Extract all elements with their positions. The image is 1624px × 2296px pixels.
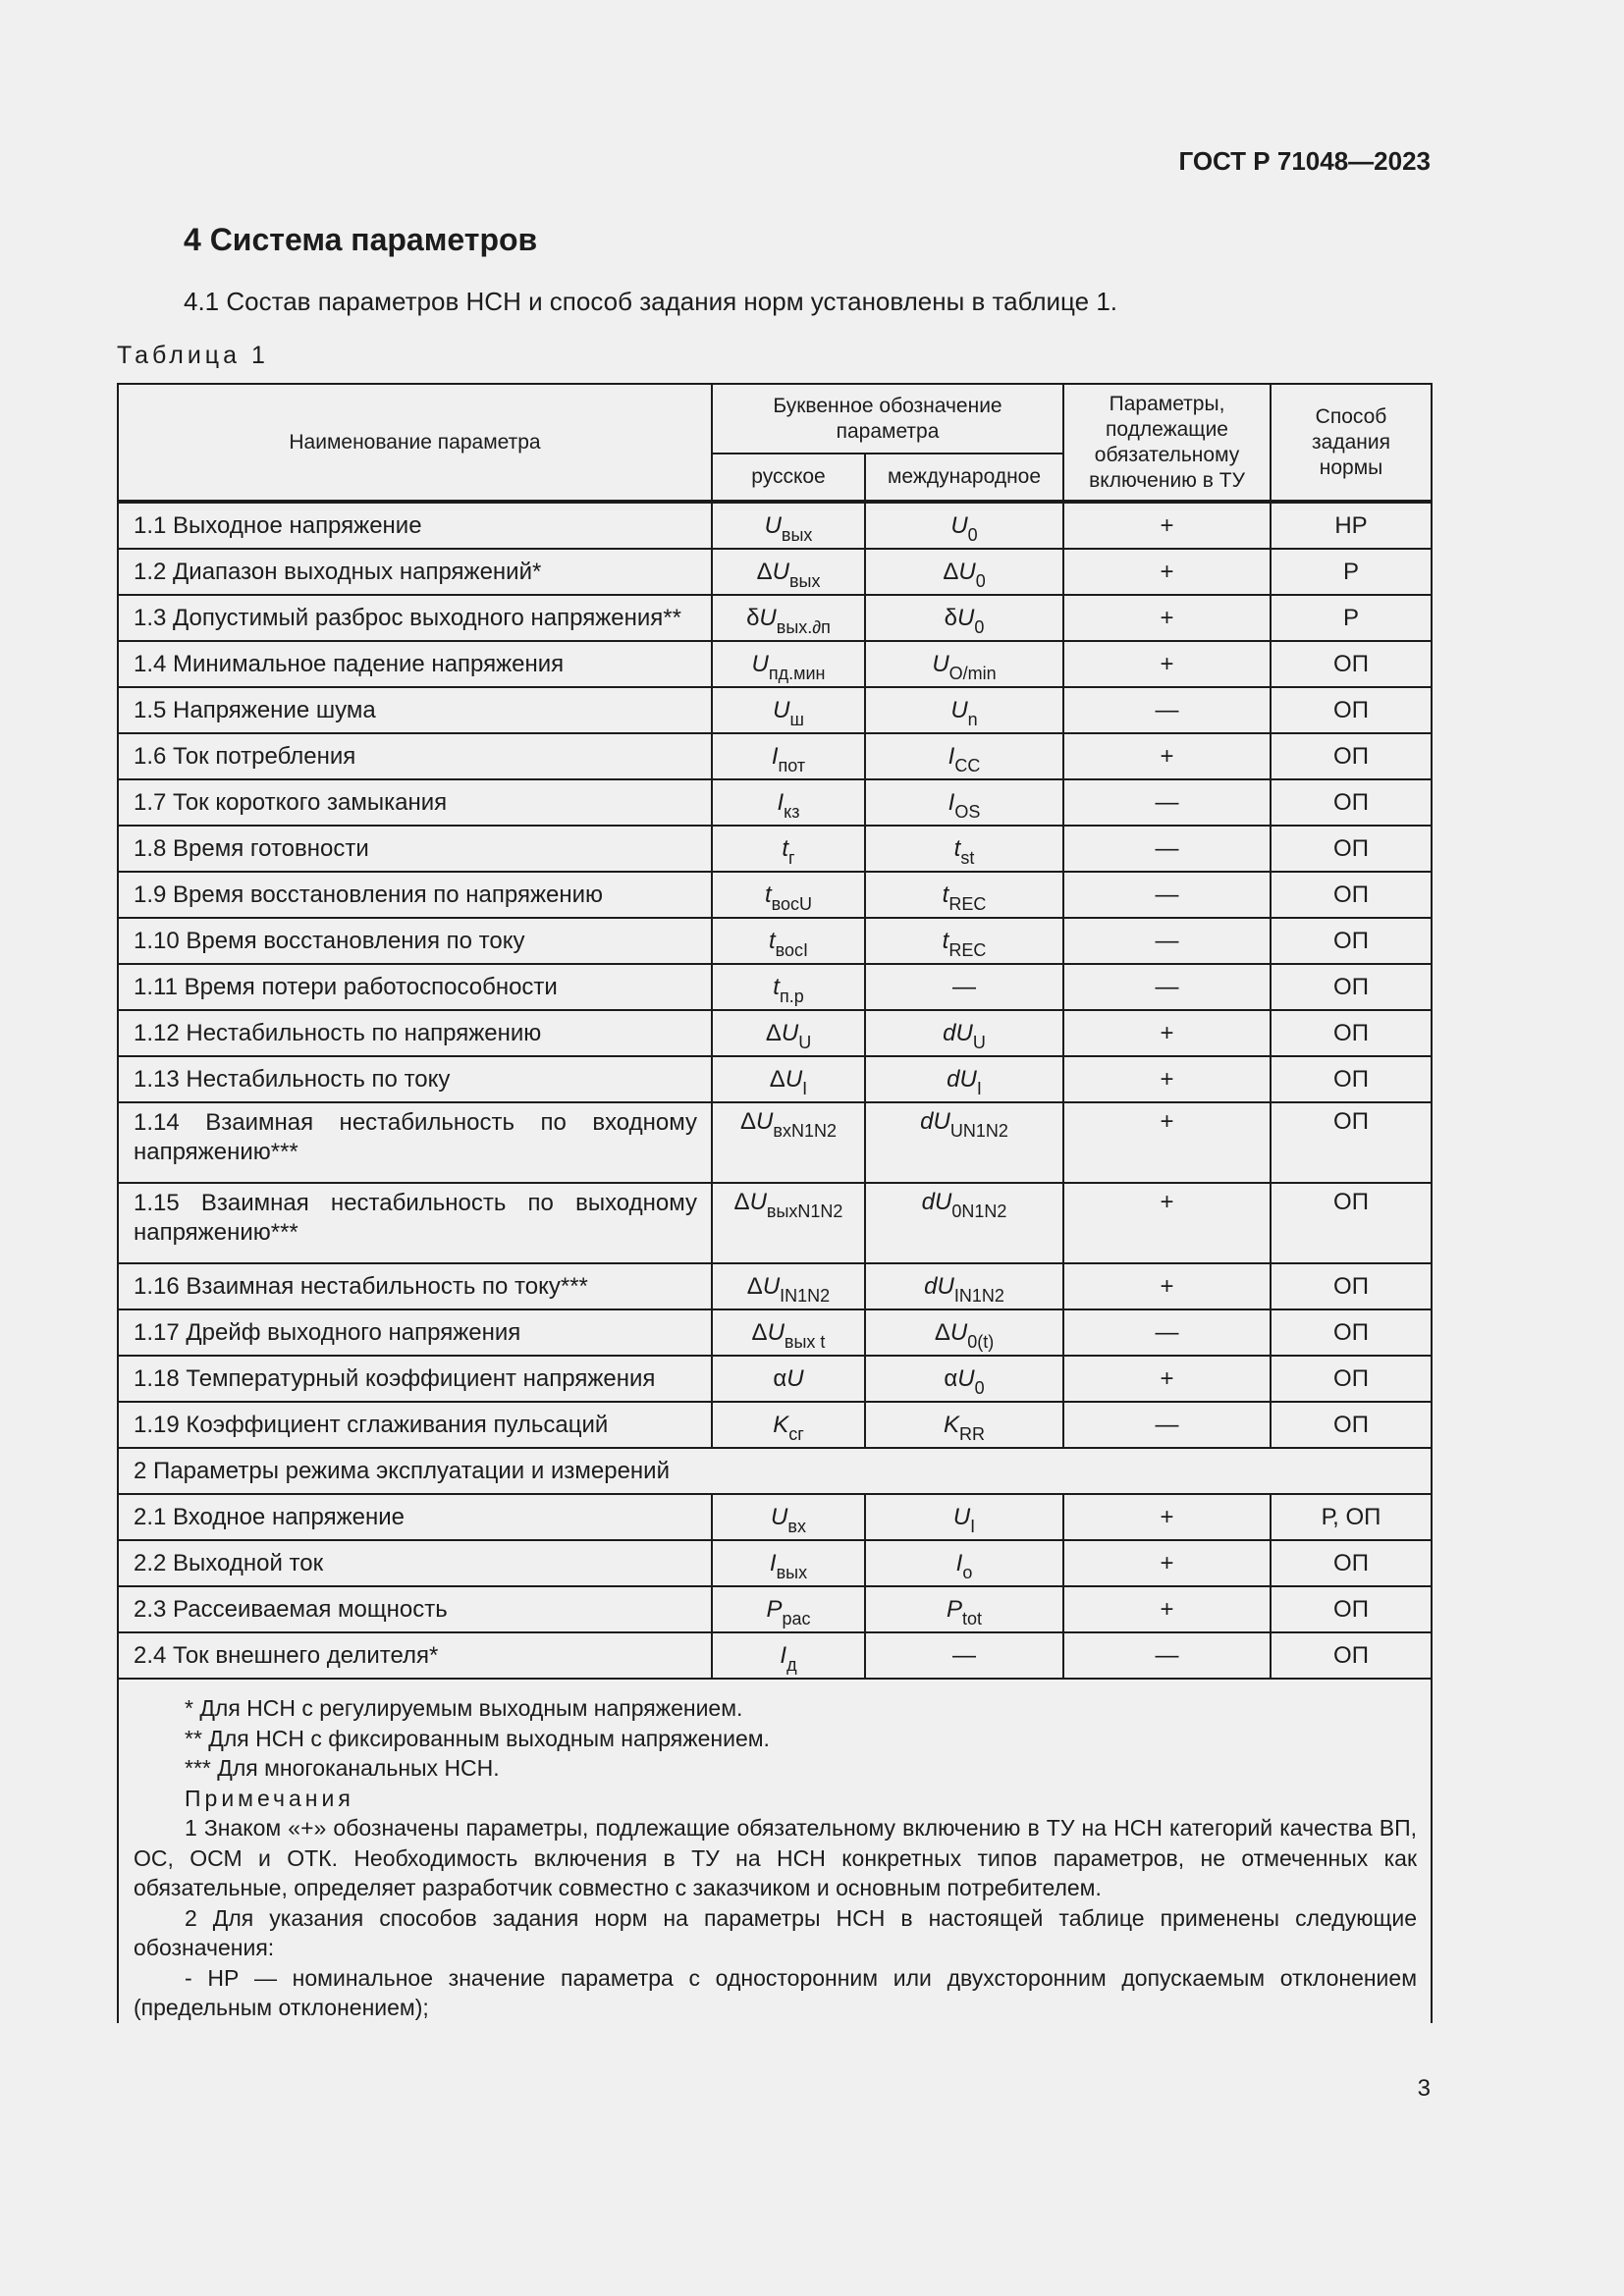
symbol-subscript: 0 (974, 616, 985, 637)
norm-method: НР (1271, 502, 1432, 549)
symbol-international (865, 1056, 1063, 1102)
symbol-subscript: UN1N2 (949, 1121, 1008, 1141)
symbol-subscript: U (798, 1032, 812, 1052)
header-international: международное (865, 454, 1063, 502)
table-row (118, 502, 1432, 549)
mandatory-mark: + (1063, 1540, 1271, 1586)
table-row (118, 595, 1432, 641)
symbol-prefix: α (773, 1364, 787, 1392)
section-paragraph: 4.1 Состав параметров НСН и способ задания норм установлены в таблице 1. (184, 287, 1118, 316)
symbol-subscript: o (962, 1562, 973, 1582)
symbol-main: U (957, 604, 975, 631)
param-name: 2.2 Выходной ток (118, 1540, 712, 1586)
symbol-russian (712, 1402, 865, 1448)
param-name: 1.7 Ток короткого замыкания (118, 779, 712, 826)
table-row (118, 1309, 1432, 1356)
param-name: 1.4 Минимальное падение напряжения (118, 641, 712, 687)
symbol-main: U (781, 1019, 799, 1046)
symbol-international (865, 1309, 1063, 1356)
table-row (118, 549, 1432, 595)
symbol-russian (712, 1102, 865, 1183)
param-name: 1.11 Время потери работоспособности (118, 964, 712, 1010)
symbol-russian (712, 1056, 865, 1102)
param-name: 1.16 Взаимная нестабильность по току*** (118, 1263, 712, 1309)
symbol-subscript: вх (787, 1516, 806, 1536)
param-name: 1.9 Время восстановления по напряжению (118, 872, 712, 918)
symbol-subscript: 0 (967, 524, 978, 545)
symbol-subscript: пот (778, 755, 806, 775)
mandatory-mark: + (1063, 1356, 1271, 1402)
symbol-main: I (947, 742, 955, 770)
symbol-prefix: Δ (751, 1318, 768, 1346)
symbol-main: dU (924, 1272, 954, 1300)
norm-method: ОП (1271, 1102, 1432, 1183)
symbol-international (865, 1102, 1063, 1183)
symbol-prefix: Δ (769, 1065, 785, 1093)
symbol-subscript: восU (771, 893, 813, 914)
symbol-prefix: Δ (765, 1019, 782, 1046)
header-name: Наименование параметра (118, 384, 712, 502)
symbol-subscript: I (976, 1078, 982, 1098)
symbol-international (865, 826, 1063, 872)
symbol-main: t (768, 927, 776, 954)
symbol-subscript: ш (789, 709, 804, 729)
symbol-main: U (952, 1503, 971, 1530)
symbol-subscript: пд.мин (768, 663, 826, 683)
symbol-main: dU (947, 1065, 977, 1093)
symbol-prefix: Δ (756, 558, 773, 585)
table-row (118, 1632, 1432, 1679)
param-name: 1.6 Ток потребления (118, 733, 712, 779)
symbol-subscript: 0 (974, 1377, 985, 1398)
mandatory-mark: — (1063, 1309, 1271, 1356)
param-name: 1.2 Диапазон выходных напряжений* (118, 549, 712, 595)
symbol-main: t (942, 881, 949, 908)
symbol-russian (712, 549, 865, 595)
header-letter-designation: Буквенное обозначение параметра (712, 384, 1063, 454)
symbol-international (865, 549, 1063, 595)
mandatory-mark: + (1063, 1263, 1271, 1309)
parameters-table (117, 383, 1433, 2023)
norm-method: ОП (1271, 1632, 1432, 1679)
symbol-subscript: REC (948, 893, 987, 914)
symbol-main: K (944, 1411, 960, 1438)
section-title: 4 Система параметров (184, 222, 538, 257)
symbol-main: P (946, 1595, 962, 1623)
symbol-prefix: Δ (733, 1189, 750, 1215)
table-row (118, 1183, 1432, 1263)
symbol-russian (712, 872, 865, 918)
param-name: 1.10 Время восстановления по току (118, 918, 712, 964)
symbol-prefix: Δ (943, 558, 959, 585)
param-name: 2.1 Входное напряжение (118, 1494, 712, 1540)
footnote: ** Для НСН с фиксированным выходным напряжением. (185, 1725, 770, 1751)
table-row (118, 1494, 1432, 1540)
param-name: 1.15 Взаимная нестабильность по выходному напряжению*** (118, 1183, 712, 1263)
symbol-main: U (957, 1364, 975, 1392)
symbol-international (865, 779, 1063, 826)
symbol-main: dU (943, 1019, 973, 1046)
mandatory-mark: + (1063, 1056, 1271, 1102)
symbol-subscript: п.р (779, 986, 804, 1006)
table-row (118, 733, 1432, 779)
symbol-main: U (772, 558, 789, 585)
note-paragraph: - НР — номинальное значение параметра с односторонним или двухсторонним допускаемым отклонением (предельным отклонением); (134, 1964, 1418, 2020)
symbol-subscript: 0(t) (967, 1331, 995, 1352)
norm-method: ОП (1271, 872, 1432, 918)
symbol-international (865, 1263, 1063, 1309)
param-name: 1.14 Взаимная нестабильность по входному напряжению*** (118, 1102, 712, 1183)
mandatory-mark: — (1063, 687, 1271, 733)
norm-method: ОП (1271, 1263, 1432, 1309)
notes-cell (118, 1679, 1432, 2023)
norm-method: ОП (1271, 733, 1432, 779)
symbol-international (865, 1494, 1063, 1540)
table-row (118, 964, 1432, 1010)
notes-title: Примечания (185, 1785, 354, 1811)
table-row (118, 687, 1432, 733)
symbol-russian (712, 1010, 865, 1056)
symbol-main: U (950, 511, 968, 539)
symbol-main: K (773, 1411, 789, 1438)
table-row (118, 1586, 1432, 1632)
symbol-international (865, 733, 1063, 779)
param-name: 1.18 Температурный коэффициент напряжения (118, 1356, 712, 1402)
symbol-main: U (949, 1318, 968, 1346)
note-paragraph: 1 Знаком «+» обозначены параметры, подлежащие обязательному включению в ТУ на НСН категорий качества ВП, ОС, ОСМ и ОТК. Необходимость включения в ТУ на НСН конкретных типов параметров, не отмеченных как обязательные, определяет разработчик совместно с заказчиком и основным потребителем. (134, 1815, 1418, 1900)
symbol-russian (712, 779, 865, 826)
symbol-main: U (958, 558, 976, 585)
symbol-subscript: восI (775, 939, 809, 960)
symbol-russian (712, 1632, 865, 1679)
symbol-main: t (953, 834, 961, 862)
symbol-main: U (756, 1108, 774, 1135)
norm-method: ОП (1271, 964, 1432, 1010)
param-name: 1.1 Выходное напряжение (118, 502, 712, 549)
norm-method: ОП (1271, 687, 1432, 733)
param-name: 1.13 Нестабильность по току (118, 1056, 712, 1102)
param-name: 1.17 Дрейф выходного напряжения (118, 1309, 712, 1356)
norm-method: ОП (1271, 1540, 1432, 1586)
symbol-subscript: 0N1N2 (951, 1201, 1007, 1221)
mandatory-mark: — (1063, 918, 1271, 964)
symbol-subscript: выхN1N2 (766, 1201, 843, 1221)
symbol-main: I (769, 1549, 777, 1576)
symbol-subscript: вхN1N2 (773, 1121, 837, 1141)
mandatory-mark: — (1063, 1402, 1271, 1448)
norm-method: ОП (1271, 1183, 1432, 1263)
symbol-international (865, 1402, 1063, 1448)
symbol-international (865, 918, 1063, 964)
symbol-international (865, 1586, 1063, 1632)
norm-method: ОП (1271, 641, 1432, 687)
symbol-subscript: tot (962, 1608, 983, 1629)
symbol-international (865, 1010, 1063, 1056)
mandatory-mark: + (1063, 1010, 1271, 1056)
symbol-main: U (759, 604, 777, 631)
symbol-russian (712, 1183, 865, 1263)
symbol-subscript: вых (776, 1562, 808, 1582)
norm-method: ОП (1271, 1402, 1432, 1448)
symbol-prefix: Δ (746, 1272, 763, 1300)
symbol-subscript: вых t (784, 1331, 826, 1352)
symbol-subscript: вых (788, 570, 821, 591)
symbol-main: U (785, 1065, 803, 1093)
symbol-international: — (865, 1632, 1063, 1679)
table-row (118, 918, 1432, 964)
symbol-russian (712, 1540, 865, 1586)
header-norm-method: Способ задания нормы (1271, 384, 1432, 502)
mandatory-mark: + (1063, 641, 1271, 687)
mandatory-mark: — (1063, 779, 1271, 826)
symbol-subscript: REC (948, 939, 987, 960)
symbol-main: I (947, 788, 955, 816)
symbol-russian (712, 502, 865, 549)
notes-row (118, 1679, 1432, 2023)
param-name: 2.4 Ток внешнего делителя* (118, 1632, 712, 1679)
header-russian: русское (712, 454, 865, 502)
symbol-main: U (749, 1189, 767, 1215)
param-name: 2.3 Рассеиваемая мощность (118, 1586, 712, 1632)
param-name: 1.12 Нестабильность по напряжению (118, 1010, 712, 1056)
header-mandatory: Параметры, подлежащие обязательному включению в ТУ (1063, 384, 1271, 502)
symbol-subscript: n (967, 709, 978, 729)
norm-method: Р, ОП (1271, 1494, 1432, 1540)
mandatory-mark: + (1063, 733, 1271, 779)
symbol-russian (712, 641, 865, 687)
symbol-russian (712, 733, 865, 779)
symbol-russian (712, 595, 865, 641)
symbol-international: — (865, 964, 1063, 1010)
norm-method: ОП (1271, 1586, 1432, 1632)
table-row (118, 1263, 1432, 1309)
norm-method: ОП (1271, 1056, 1432, 1102)
section-heading: 2 Параметры режима эксплуатации и измерений (118, 1448, 1432, 1494)
table-caption: Таблица 1 (117, 342, 269, 369)
symbol-main: U (764, 511, 782, 539)
symbol-main: I (780, 1641, 787, 1669)
mandatory-mark: + (1063, 1183, 1271, 1263)
symbol-subscript: вых.∂п (776, 616, 831, 637)
table-row (118, 1356, 1432, 1402)
symbol-subscript: сг (788, 1423, 804, 1444)
mandatory-mark: + (1063, 1586, 1271, 1632)
symbol-international (865, 1356, 1063, 1402)
symbol-international (865, 872, 1063, 918)
symbol-international (865, 595, 1063, 641)
symbol-russian (712, 1494, 865, 1540)
symbol-russian (712, 1586, 865, 1632)
symbol-international (865, 1183, 1063, 1263)
mandatory-mark: + (1063, 502, 1271, 549)
norm-method: ОП (1271, 1356, 1432, 1402)
footnote: * Для НСН с регулируемым выходным напряжением. (185, 1695, 743, 1721)
mandatory-mark: — (1063, 872, 1271, 918)
symbol-main: I (777, 788, 785, 816)
symbol-subscript: O/min (948, 663, 997, 683)
symbol-main: dU (920, 1108, 950, 1135)
symbol-subscript: IN1N2 (780, 1285, 831, 1306)
symbol-main: t (764, 881, 772, 908)
table-row (118, 1102, 1432, 1183)
symbol-prefix: Δ (740, 1108, 757, 1135)
symbol-prefix: δ (746, 604, 760, 631)
symbol-main: U (771, 1503, 788, 1530)
norm-method: ОП (1271, 1309, 1432, 1356)
mandatory-mark: — (1063, 964, 1271, 1010)
symbol-subscript: RR (959, 1423, 986, 1444)
symbol-subscript: д (786, 1654, 797, 1675)
symbol-subscript: рас (782, 1608, 811, 1629)
mandatory-mark: + (1063, 1494, 1271, 1540)
mandatory-mark: — (1063, 1632, 1271, 1679)
table-row (118, 872, 1432, 918)
table-row (118, 641, 1432, 687)
table-row (118, 1540, 1432, 1586)
symbol-russian (712, 1356, 865, 1402)
symbol-international (865, 641, 1063, 687)
symbol-prefix: δ (944, 604, 957, 631)
symbol-international (865, 502, 1063, 549)
mandatory-mark: + (1063, 549, 1271, 595)
symbol-russian (712, 687, 865, 733)
table-row (118, 1010, 1432, 1056)
symbol-russian (712, 826, 865, 872)
symbol-main: P (766, 1595, 783, 1623)
symbol-subscript: вых (781, 524, 813, 545)
symbol-main: U (950, 696, 968, 723)
symbol-subscript: 0 (975, 570, 986, 591)
mandatory-mark: + (1063, 595, 1271, 641)
symbol-subscript: г (788, 847, 795, 868)
symbol-subscript: st (960, 847, 975, 868)
standard-number: ГОСТ Р 71048—2023 (1178, 146, 1431, 176)
mandatory-mark: — (1063, 826, 1271, 872)
symbol-subscript: I (802, 1078, 808, 1098)
symbol-main: t (782, 834, 789, 862)
norm-method: ОП (1271, 826, 1432, 872)
symbol-subscript: IN1N2 (953, 1285, 1004, 1306)
symbol-main: U (786, 1364, 804, 1392)
symbol-main: I (955, 1549, 963, 1576)
table-row (118, 826, 1432, 872)
symbol-main: U (932, 650, 949, 677)
symbol-main: U (767, 1318, 785, 1346)
table-row (118, 779, 1432, 826)
section-row (118, 1448, 1432, 1494)
symbol-russian (712, 1309, 865, 1356)
norm-method: Р (1271, 549, 1432, 595)
symbol-subscript: I (970, 1516, 976, 1536)
symbol-russian (712, 964, 865, 1010)
page-number: 3 (1417, 2075, 1431, 2102)
symbol-main: U (751, 650, 769, 677)
symbol-subscript: U (972, 1032, 986, 1052)
param-name: 1.19 Коэффициент сглаживания пульсаций (118, 1402, 712, 1448)
symbol-international (865, 687, 1063, 733)
symbol-main: I (771, 742, 779, 770)
symbol-main: dU (921, 1189, 952, 1215)
mandatory-mark: + (1063, 1102, 1271, 1183)
symbol-subscript: CC (954, 755, 981, 775)
symbol-prefix: α (944, 1364, 958, 1392)
param-name: 1.3 Допустимый разброс выходного напряжения** (118, 595, 712, 641)
table-row (118, 1056, 1432, 1102)
symbol-main: U (762, 1272, 781, 1300)
footnote: *** Для многоканальных НСН. (185, 1755, 500, 1781)
norm-method: ОП (1271, 918, 1432, 964)
symbol-subscript: OS (954, 801, 981, 822)
table-row (118, 1402, 1432, 1448)
symbol-russian (712, 918, 865, 964)
symbol-international (865, 1540, 1063, 1586)
norm-method: Р (1271, 595, 1432, 641)
symbol-main: t (942, 927, 949, 954)
symbol-russian (712, 1263, 865, 1309)
symbol-subscript: кз (784, 801, 800, 822)
param-name: 1.8 Время готовности (118, 826, 712, 872)
symbol-main: U (773, 696, 790, 723)
note-paragraph: 2 Для указания способов задания норм на параметры НСН в настоящей таблице применены следующие обозначения: (134, 1904, 1418, 1960)
norm-method: ОП (1271, 779, 1432, 826)
symbol-main: t (773, 973, 780, 1000)
norm-method: ОП (1271, 1010, 1432, 1056)
symbol-prefix: Δ (934, 1318, 950, 1346)
param-name: 1.5 Напряжение шума (118, 687, 712, 733)
